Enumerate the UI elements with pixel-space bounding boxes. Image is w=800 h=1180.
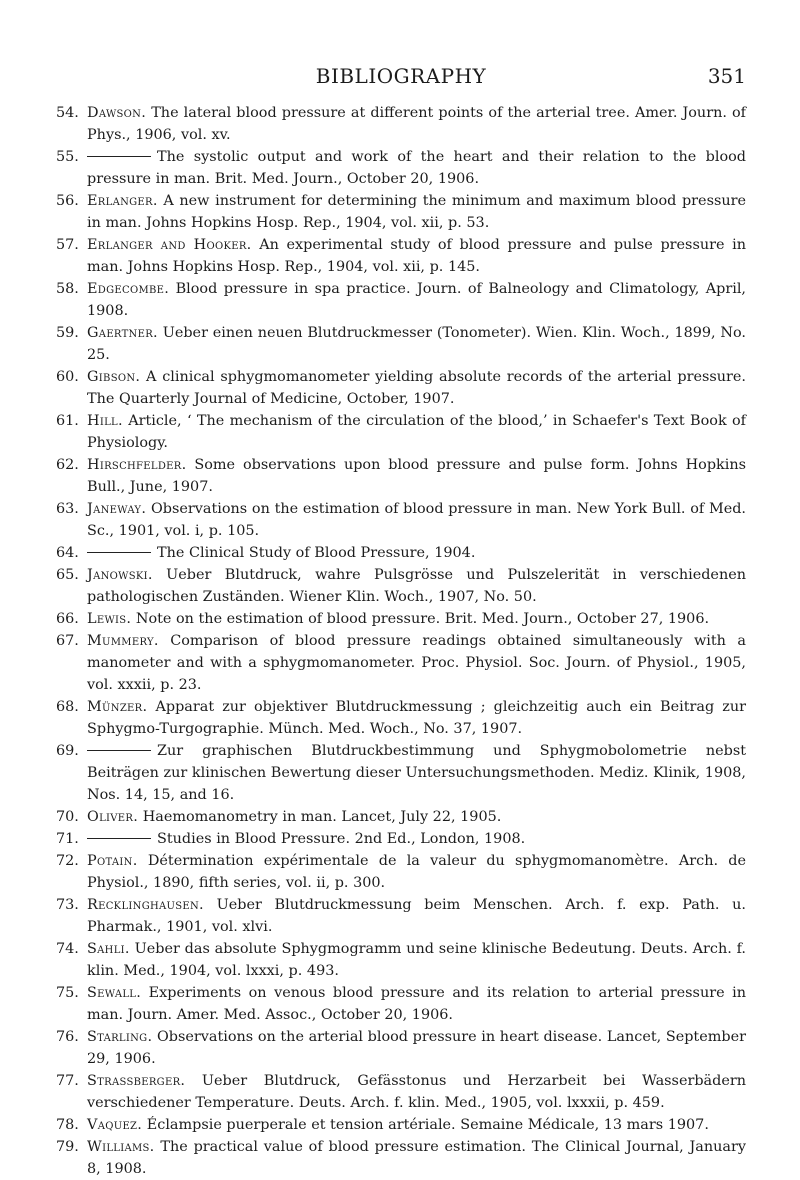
reference-number: 67.: [56, 633, 79, 649]
reference-entry: [56, 1026, 746, 1070]
reference-entry: [56, 322, 746, 366]
reference-entry: [56, 894, 746, 938]
reference-number: 79.: [56, 1139, 79, 1155]
page-header: [56, 64, 746, 94]
reference-author: Janeway.: [87, 501, 147, 517]
reference-number: 70.: [56, 809, 79, 825]
reference-text: The practical value of blood pressure estimation. The Clinical Journal, January 8, 1908.: [87, 1139, 746, 1177]
reference-author: Sewall.: [87, 985, 142, 1001]
reference-entry: [56, 982, 746, 1026]
page-number: 351: [707, 64, 746, 88]
reference-entry: [56, 454, 746, 498]
reference-entry: [56, 630, 746, 696]
reference-text: The Clinical Study of Blood Pressure, 1904.: [157, 545, 476, 561]
reference-author: Potain.: [87, 853, 138, 869]
reference-number: 56.: [56, 193, 79, 209]
reference-author: Hirschfelder.: [87, 457, 187, 473]
reference-number: 73.: [56, 897, 79, 913]
reference-entry: [56, 608, 746, 630]
reference-number: 69.: [56, 743, 79, 759]
reference-author: Janowski.: [87, 567, 153, 583]
reference-author: Sahli.: [87, 941, 130, 957]
reference-text: Ueber Blutdruck, wahre Pulsgrösse und Pulszelerität in verschiedenen pathologischen Zuständen. Wiener Klin. Woch., 1907, No. 50.: [87, 567, 746, 605]
reference-entry: [56, 806, 746, 828]
reference-author: Edgecombe.: [87, 281, 170, 297]
reference-number: 64.: [56, 545, 79, 561]
reference-text: Some observations upon blood pressure and pulse form. Johns Hopkins Bull., June, 1907.: [87, 457, 747, 495]
reference-text: Studies in Blood Pressure. 2nd Ed., London, 1908.: [157, 831, 526, 847]
reference-number: 63.: [56, 501, 79, 517]
reference-author: Mummery.: [87, 633, 159, 649]
reference-author: Starling.: [87, 1029, 153, 1045]
reference-number: 54.: [56, 105, 79, 121]
reference-entry: [56, 1114, 746, 1136]
reference-number: 55.: [56, 149, 79, 165]
reference-entry: [56, 366, 746, 410]
reference-author: Hill.: [87, 413, 123, 429]
reference-number: 65.: [56, 567, 79, 583]
reference-entry: [56, 542, 746, 564]
reference-text: Note on the estimation of blood pressure. Brit. Med. Journ., October 27, 1906.: [135, 611, 710, 627]
reference-entry: [56, 696, 746, 740]
reference-text: Zur graphischen Blutdruckbestimmung und Sphygmobolometrie nebst Beiträgen zur klinischen Bewertung dieser Untersuchungsmethoden. Mediz. Klinik, 1908, Nos. 14, 15, and 16.: [87, 743, 746, 803]
reference-list: [56, 102, 746, 1180]
reference-text: The lateral blood pressure at different points of the arterial tree. Amer. Journ. of Phys., 1906, vol. xv.: [87, 105, 747, 143]
ditto-rule: [87, 156, 151, 157]
reference-entry: [56, 564, 746, 608]
reference-number: 62.: [56, 457, 79, 473]
reference-number: 59.: [56, 325, 79, 341]
reference-text: The systolic output and work of the heart and their relation to the blood pressure in man. Brit. Med. Journ., October 20, 1906.: [87, 149, 746, 187]
reference-text: An experimental study of blood pressure and pulse pressure in man. Johns Hopkins Hosp. Rep., 1904, vol. xii, p. 145.: [87, 237, 747, 275]
reference-author: Vaquez.: [87, 1117, 143, 1133]
reference-number: 58.: [56, 281, 79, 297]
reference-entry: [56, 102, 746, 146]
reference-number: 66.: [56, 611, 79, 627]
reference-text: Éclampsie puerperale et tension artériale. Semaine Médicale, 13 mars 1907.: [146, 1117, 709, 1133]
ditto-rule: [87, 838, 151, 839]
ditto-rule: [87, 552, 151, 553]
reference-number: 60.: [56, 369, 79, 385]
reference-text: Ueber Blutdruckmessung beim Menschen. Arch. f. exp. Path. u. Pharmak., 1901, vol. xlvi.: [87, 897, 746, 935]
reference-number: 75.: [56, 985, 79, 1001]
reference-text: Ueber Blutdruck, Gefässtonus und Herzarbeit bei Wasserbädern verschiedener Temperature. Deuts. Arch. f. klin. Med., 1905, vol. lxxxii, p. 459.: [87, 1073, 747, 1111]
reference-text: A new instrument for determining the minimum and maximum blood pressure in man. Johns Hopkins Hosp. Rep., 1904, vol. xii, p. 53.: [87, 193, 747, 231]
reference-text: Experiments on venous blood pressure and its relation to arterial pressure in man. Journ. Amer. Med. Assoc., October 20, 1906.: [87, 985, 747, 1023]
reference-text: Observations on the estimation of blood pressure in man. New York Bull. of Med. Sc., 1901, vol. i, p. 105.: [87, 501, 746, 539]
reference-number: 71.: [56, 831, 79, 847]
reference-number: 77.: [56, 1073, 79, 1089]
reference-author: Erlanger and Hooker.: [87, 237, 252, 253]
reference-text: Blood pressure in spa practice. Journ. of Balneology and Climatology, April, 1908.: [87, 281, 746, 319]
reference-author: Gaertner.: [87, 325, 158, 341]
reference-number: 57.: [56, 237, 79, 253]
reference-text: Ueber einen neuen Blutdruckmesser (Tonometer). Wien. Klin. Woch., 1899, No. 25.: [87, 325, 747, 363]
reference-text: Haemomanometry in man. Lancet, July 22, 1905.: [142, 809, 502, 825]
reference-author: Recklinghausen.: [87, 897, 204, 913]
reference-author: Oliver.: [87, 809, 139, 825]
reference-number: 74.: [56, 941, 79, 957]
reference-entry: [56, 850, 746, 894]
reference-text: Apparat zur objektiver Blutdruckmessung ; gleichzeitig auch ein Beitrag zur Sphygmo-Turgographie. Münch. Med. Woch., No. 37, 1907.: [87, 699, 746, 737]
reference-author: Dawson.: [87, 105, 147, 121]
reference-number: 61.: [56, 413, 79, 429]
reference-entry: [56, 278, 746, 322]
reference-text: Comparison of blood pressure readings obtained simultaneously with a manometer and with a sphygmomanometer. Proc. Physiol. Soc. Journ. of Physiol., 1905, vol. xxxii, p. 23.: [87, 633, 746, 693]
reference-entry: [56, 410, 746, 454]
reference-entry: [56, 146, 746, 190]
reference-author: Gibson.: [87, 369, 141, 385]
ditto-rule: [87, 750, 151, 751]
running-title: BIBLIOGRAPHY: [315, 64, 487, 88]
reference-number: 76.: [56, 1029, 79, 1045]
reference-entry: [56, 938, 746, 982]
reference-entry: [56, 740, 746, 806]
reference-text: A clinical sphygmomanometer yielding absolute records of the arterial pressure. The Quarterly Journal of Medicine, October, 1907.: [87, 369, 746, 407]
reference-number: 68.: [56, 699, 79, 715]
reference-author: Lewis.: [87, 611, 132, 627]
reference-text: Observations on the arterial blood pressure in heart disease. Lancet, September 29, 1906.: [87, 1029, 746, 1067]
reference-entry: [56, 1070, 746, 1114]
reference-entry: [56, 498, 746, 542]
reference-entry: [56, 190, 746, 234]
reference-number: 72.: [56, 853, 79, 869]
reference-number: 78.: [56, 1117, 79, 1133]
reference-entry: [56, 1136, 746, 1180]
reference-entry: [56, 828, 746, 850]
reference-text: Ueber das absolute Sphygmogramm und seine klinische Bedeutung. Deuts. Arch. f. klin. Med., 1904, vol. lxxxi, p. 493.: [87, 941, 746, 979]
reference-text: Détermination expérimentale de la valeur du sphygmomanomètre. Arch. de Physiol., 1890, fifth series, vol. ii, p. 300.: [87, 853, 747, 891]
reference-author: Strassberger.: [87, 1073, 186, 1089]
reference-author: Williams.: [87, 1139, 155, 1155]
reference-text: Article, ‘ The mechanism of the circulation of the blood,’ in Schaefer's Text Book of Physiology.: [87, 413, 746, 451]
reference-author: Münzer.: [87, 699, 148, 715]
reference-entry: [56, 234, 746, 278]
reference-author: Erlanger.: [87, 193, 158, 209]
